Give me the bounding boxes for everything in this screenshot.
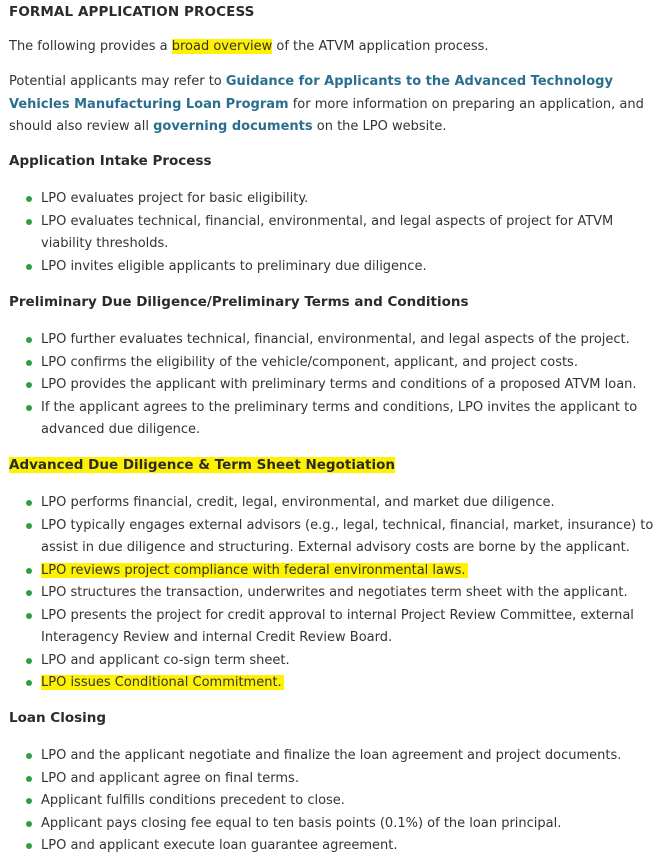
intro-highlight: broad overview [171, 39, 273, 54]
bullet-icon [26, 753, 32, 759]
closing-list [9, 745, 654, 858]
intro-text-before: The following provides a [9, 39, 172, 54]
list-item-text: LPO evaluates technical, financial, environmental, and legal aspects of project for ATVM viability thresholds. [41, 213, 614, 251]
list-item-text: LPO evaluates project for basic eligibility. [41, 191, 309, 206]
list-item-text: LPO further evaluates technical, financial, environmental, and legal aspects of the project. [41, 332, 630, 347]
bullet-icon [26, 776, 32, 782]
list-item-text: Applicant pays closing fee equal to ten basis points (0.1%) of the loan principal. [41, 815, 562, 831]
refer-text-3: on the LPO website. [312, 119, 447, 134]
list-item [9, 492, 654, 515]
list-item [9, 745, 654, 768]
list-item [9, 256, 654, 279]
list-item-text: LPO and applicant execute loan guarantee agreement. [41, 838, 398, 853]
list-item [9, 374, 654, 397]
section-heading-closing: Loan Closing [9, 710, 107, 726]
advanced-list [9, 492, 654, 695]
bullet-icon [26, 798, 32, 804]
bullet-icon [26, 337, 32, 343]
list-item [9, 188, 654, 211]
list-item-text-highlighted: LPO issues Conditional Commitment. [41, 675, 282, 690]
list-item-text: LPO presents the project for credit approval to internal Project Review Committee, external Interagency Review and internal Credit Review Board. [41, 607, 634, 645]
list-item [9, 329, 654, 352]
list-item-text: Applicant fulfills conditions precedent to close. [41, 793, 345, 808]
list-item-text: LPO and the applicant negotiate and finalize the loan agreement and project documents. [41, 748, 622, 763]
bullet-icon [26, 523, 32, 529]
list-item [9, 768, 654, 791]
list-item-text: LPO confirms the eligibility of the vehicle/component, applicant, and project costs. [41, 354, 578, 370]
intro-paragraph [9, 36, 654, 59]
bullet-icon [26, 382, 32, 388]
bullet-icon [26, 360, 32, 366]
list-item-text: LPO invites eligible applicants to preliminary due diligence. [41, 258, 427, 274]
list-item [9, 211, 654, 256]
section-heading-advanced [9, 457, 395, 473]
bullet-icon [26, 843, 32, 849]
bullet-icon [26, 219, 32, 225]
bullet-icon [26, 821, 32, 827]
intro-text-after: of the ATVM application process. [272, 39, 489, 54]
bullet-icon [26, 405, 32, 411]
list-item [9, 560, 654, 583]
list-item-text: LPO and applicant agree on final terms. [41, 770, 299, 786]
list-item [9, 582, 654, 605]
intake-list [9, 188, 654, 278]
bullet-icon [26, 613, 32, 619]
list-item [9, 790, 654, 813]
bullet-icon [26, 568, 32, 574]
list-item-text: If the applicant agrees to the preliminary terms and conditions, LPO invites the applicant to advanced due diligence. [41, 399, 638, 437]
refer-paragraph [9, 71, 654, 139]
list-item-text: LPO typically engages external advisors (e.g., legal, technical, financial, market, insurance) to assist in due diligence and structuring. External advisory costs are borne by the applicant. [41, 517, 654, 555]
list-item-text: LPO and applicant co-sign term sheet. [41, 652, 290, 668]
list-item-text: LPO provides the applicant with preliminary terms and conditions of a proposed ATVM loan. [41, 377, 637, 392]
section-heading-intake: Application Intake Process [9, 153, 212, 169]
list-item [9, 813, 654, 836]
list-item [9, 835, 654, 858]
guidance-link[interactable]: Guidance for Applicants to the Advanced Technology Vehicles Manufacturing Loan Program [9, 74, 613, 112]
list-item-text-highlighted: LPO reviews project compliance with federal environmental laws. [41, 562, 466, 578]
bullet-icon [26, 264, 32, 270]
list-item-text: LPO performs financial, credit, legal, environmental, and market due diligence. [41, 495, 555, 510]
bullet-icon [26, 680, 32, 686]
bullet-icon [26, 658, 32, 664]
list-item [9, 397, 654, 442]
section-heading-advanced-text: Advanced Due Diligence & Term Sheet Negotiation [9, 457, 396, 473]
governing-documents-link[interactable]: governing documents [153, 119, 313, 134]
section-heading-preliminary: Preliminary Due Diligence/Preliminary Terms and Conditions [9, 294, 469, 310]
bullet-icon [26, 196, 32, 202]
refer-text-2: for more information on preparing an application, and should also review all [9, 96, 644, 134]
bullet-icon [26, 500, 32, 506]
preliminary-list [9, 329, 654, 442]
list-item [9, 672, 654, 695]
bullet-icon [26, 590, 32, 596]
refer-text-1: Potential applicants may refer to [9, 74, 226, 89]
list-item [9, 605, 654, 650]
page-title: FORMAL APPLICATION PROCESS [9, 4, 255, 20]
list-item-text: LPO structures the transaction, underwrites and negotiates term sheet with the applicant. [41, 585, 628, 600]
list-item [9, 650, 654, 673]
list-item [9, 515, 654, 560]
list-item [9, 352, 654, 375]
